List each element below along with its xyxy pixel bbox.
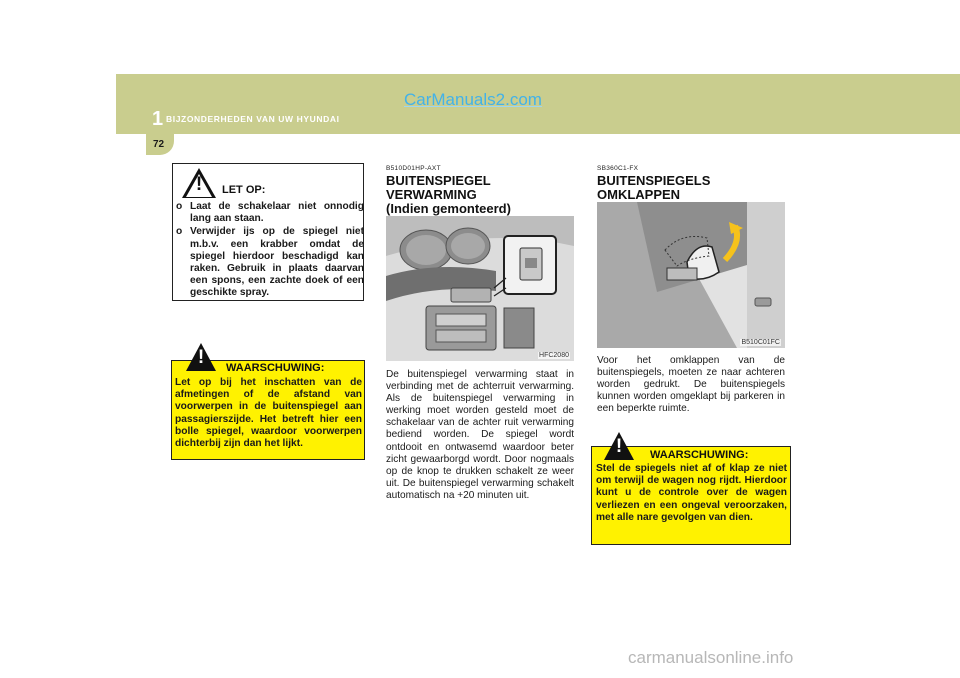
section-code: B510D01HP-AXT [386,165,441,172]
section-text: Voor het omklappen van de buitenspiegels, moeten ze naar achteren worden gedrukt. De buitenspiegels kunnen worden omgeklapt bij parkeren in een beperkte ruimte. [597,355,785,415]
section-heading: BUITENSPIEGELS OMKLAPPEN [597,173,711,202]
mirror-illustration [597,202,785,348]
warning-text: Let op bij het inschatten van de afmetingen of de afstand van voorwerpen in de buitenspiegel aan passagierszijde. Het betreft hier een bolle spiegel, waardoor voorwerpen dichterbij zijn dan het lijkt. [175,377,362,450]
warning-title: WAARSCHUWING: [226,362,325,374]
section-text: De buitenspiegel verwarming staat in verbinding met de achterruit verwarming. Als de buitenspiegel verwarming in werking moet worden gesteld moet de schakelaar van de achter ruit verwarming bediend worden. De spiegel wordt ontdooit en ontwasemd waardoor beter zicht gewaarborgd wordt. Door nogmaals op de knop te drukken schakelt ze weer uit. De buitenspiegel verwarming schakelt automatisch na +20 minuten uit. [386,369,574,501]
list-item: o Verwijder ijs op de spiegel niet m.b.v. een krabber omdat de spiegel hierdoor beschadigd kan raken. Gebruik in plaats daarvan een spons, een zachte doek of een geschikte spray. [176,226,364,299]
caution-title: LET OP: [222,184,266,196]
image-label: HFC2080 [539,352,569,359]
exclamation-icon: ! [195,174,203,195]
chapter-number: 1 [152,108,164,130]
section-code: SB360C1-FX [597,165,639,172]
warning-title: WAARSCHUWING: [650,449,749,461]
image-label: B510C01FC [741,339,780,346]
watermark-link[interactable]: CarManuals2.com [404,90,542,109]
footer-watermark: carmanualsonline.info [628,648,794,667]
exclamation-icon: ! [197,347,205,368]
dashboard-illustration [386,216,574,361]
caution-list [176,201,364,301]
warning-text: Stel de spiegels niet af of klap ze niet om terwijl de wagen nog rijdt. Hierdoor kunt u de controle over de wagen verliezen en een ongeval veroorzaken, met alle nare gevolgen van dien. [596,463,787,523]
exclamation-icon: ! [615,436,623,457]
section-heading: BUITENSPIEGEL VERWARMING (Indien gemonteerd) [386,173,511,216]
chapter-title: BIJZONDERHEDEN VAN UW HYUNDAI [166,114,340,124]
list-item: o Laat de schakelaar niet onnodig lang aan staan. [176,201,364,225]
page-number: 72 [153,139,165,150]
